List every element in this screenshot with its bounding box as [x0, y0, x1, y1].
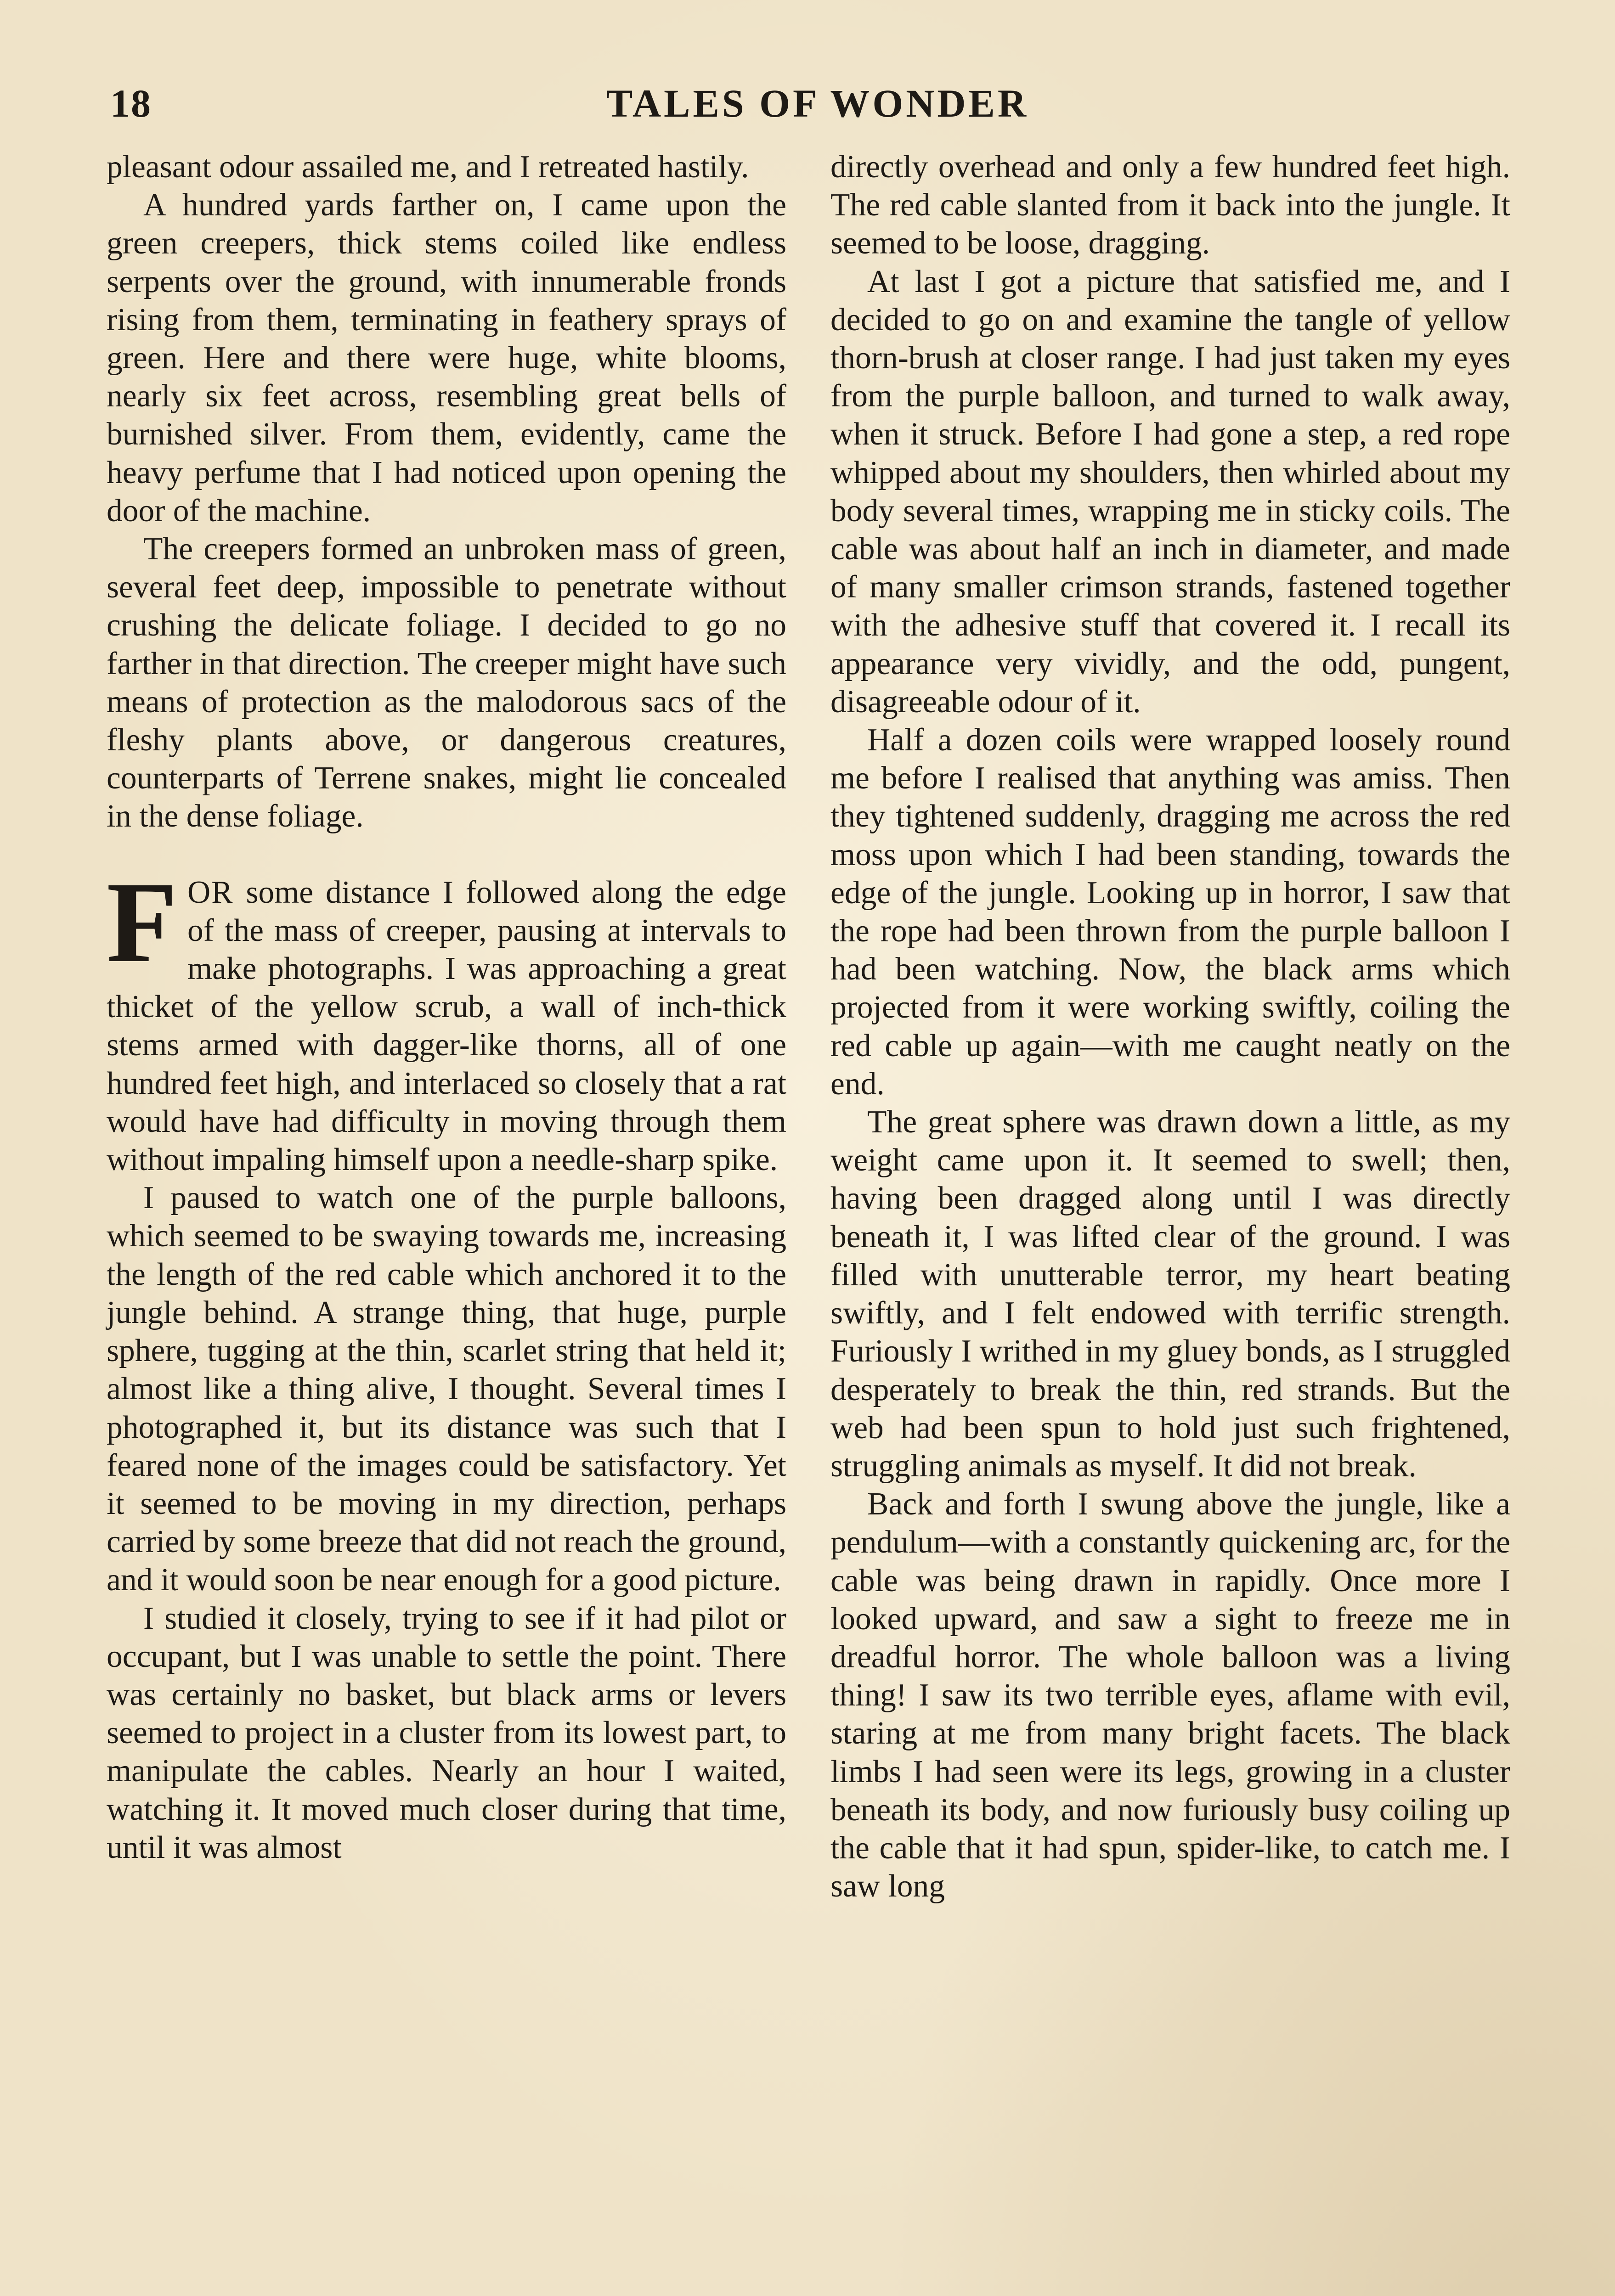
paragraph-text: some distance I followed along the edge of the mass of creeper, pausing at intervals to make photographs. I was approaching a great thicket of the yellow scrub, a wall of inch-thick stems armed with dagger-like thorns, all of one hundred feet high, and interlaced so closely that a rat would have had difficulty in moving through them without impaling himself upon a needle-sharp spike. — [107, 874, 786, 1178]
paragraph: Half a dozen coils were wrapped loosely round me before I realised that anything was amiss. Then they tightened suddenly, dragging me across the red moss upon which I had been standing, towards the edge of the jungle. Looking up in horror, I saw that the rope had been thrown from the purple balloon I had been watching. Now, the black arms which projected from it were working swiftly, coiling the red cable up again—with me caught neatly on the end. — [830, 722, 1510, 1102]
paragraph: I paused to watch one of the purple balloons, which seemed to be swaying towards me, increasing the length of the red cable which anchored it to the jungle behind. A strange thing, that huge, purple sphere, tugging at the thin, scarlet string that held it; almost like a thing alive, I thought. Several times I photographed it, but its distance was such that I feared none of the images could be satisfactory. Yet it seemed to be moving in my direction, perhaps carried by some breeze that did not reach the ground, and it would soon be near enough for a good picture. — [107, 1180, 786, 1598]
paragraph: The great sphere was drawn down a little, as my weight came upon it. It seemed to swell; then, having been dragged along until I was directly beneath it, I was lifted clear of the ground. I was filled with unutterable terror, my heart beating swiftly, and I felt endowed with terrific strength. Furiously I writhed in my gluey bonds, as I struggled desperately to break the thin, red strands. But the web had been spun to hold just such frightened, struggling animals as myself. It did not break. — [830, 1104, 1510, 1484]
running-title: TALES OF WONDER — [606, 81, 1029, 125]
paragraph: I studied it closely, trying to see if it had pilot or occupant, but I was unable to settle the point. There was certainly no basket, but black arms or levers seemed to project in a cluster from its lowest part, to manipulate the cables. Nearly an hour I waited, watching it. It moved much closer during that time, until it was almost — [107, 1600, 786, 1865]
small-caps-lead: OR — [187, 874, 234, 910]
right-column — [830, 148, 1510, 1905]
paragraph: directly overhead and only a few hundred feet high. The red cable slanted from it back into the jungle. It seemed to be loose, dragging. — [830, 149, 1510, 261]
paragraph: At last I got a picture that satisfied me, and I decided to go on and examine the tangle of yellow thorn-brush at closer range. I had just taken my eyes from the purple balloon, and turned to walk away, when it struck. Before I had gone a step, a red rope whipped about my shoulders, then whirled about my body several times, wrapping me in sticky coils. The cable was about half an inch in diameter, and made of many smaller crimson strands, fastened together with the adhesive stuff that covered it. I recall its appearance very vividly, and the odd, pungent, disagreeable odour of it. — [830, 264, 1510, 720]
section-opening-paragraph — [107, 857, 786, 1179]
drop-cap: F — [107, 857, 177, 986]
paragraph: A hundred yards farther on, I came upon the green creepers, thick stems coiled like endless serpents over the ground, with innumerable fronds rising from them, terminating in feathery sprays of green. Here and there were huge, white blooms, nearly six feet across, resembling great bells of burnished silver. From them, evidently, came the heavy perfume that I had noticed upon opening the door of the machine. — [107, 187, 786, 529]
page-number: 18 — [110, 81, 152, 125]
left-column — [107, 148, 786, 1867]
paragraph: Back and forth I swung above the jungle, like a pendulum—with a constantly quickening arc, for the cable was being drawn in rapidly. Once more I looked upward, and saw a sight to freeze me in dreadful horror. The whole balloon was a living thing! I saw its two terrible eyes, aflame with evil, staring at me from many bright facets. The black limbs I had seen were its legs, growing in a cluster beneath its body, and now furiously busy coiling up the cable that it had spun, spider-like, to catch me. I saw long — [830, 1486, 1510, 1904]
paragraph: pleasant odour assailed me, and I retreated hastily. — [107, 149, 749, 185]
page-header — [110, 80, 1525, 140]
paragraph: The creepers formed an unbroken mass of green, several feet deep, impossible to penetrate without crushing the delicate foliage. I decided to go no farther in that direction. The creeper might have such means of protection as the malodorous sacs of the fleshy plants above, or dangerous creatures, counterparts of Terrene snakes, might lie concealed in the dense foliage. — [107, 531, 786, 834]
